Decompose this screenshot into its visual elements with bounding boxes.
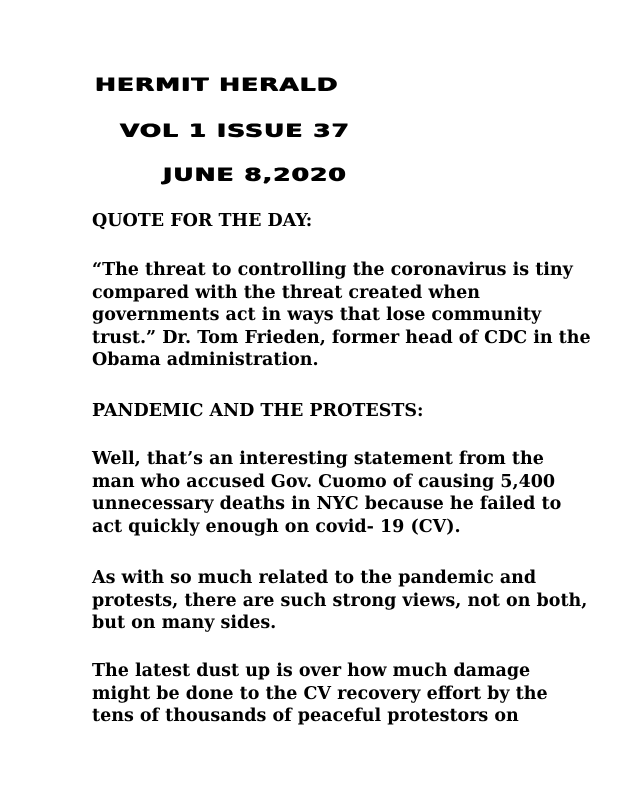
paragraph: Well, that’s an interesting statement from the man who accused Gov. Cuomo of causing 5,400 unnecessary deaths in NYC because he failed to act quickly enough on covid- 19 (CV).: [92, 449, 562, 537]
newsletter-title: HERMIT HERALD: [95, 74, 339, 95]
quote-text: “The threat to controlling the coronavirus is tiny compared with the threat created when governments act in ways that lose community trust.” Dr. Tom Frieden, former head of CDC in the Obama administration.: [92, 260, 591, 370]
paragraph: The latest dust up is over how much damage might be done to the CV recovery effort by the tens of thousands of peaceful protestors on: [92, 661, 548, 726]
volume-issue: VOL 1 ISSUE 37: [120, 120, 350, 141]
protests-heading: PANDEMIC AND THE PROTESTS:: [92, 401, 424, 421]
quote-heading: QUOTE FOR THE DAY:: [92, 211, 313, 231]
paragraph: As with so much related to the pandemic and protests, there are such strong views, not on both, but on many sides.: [92, 568, 588, 633]
issue-date: JUNE 8,2020: [163, 164, 347, 185]
